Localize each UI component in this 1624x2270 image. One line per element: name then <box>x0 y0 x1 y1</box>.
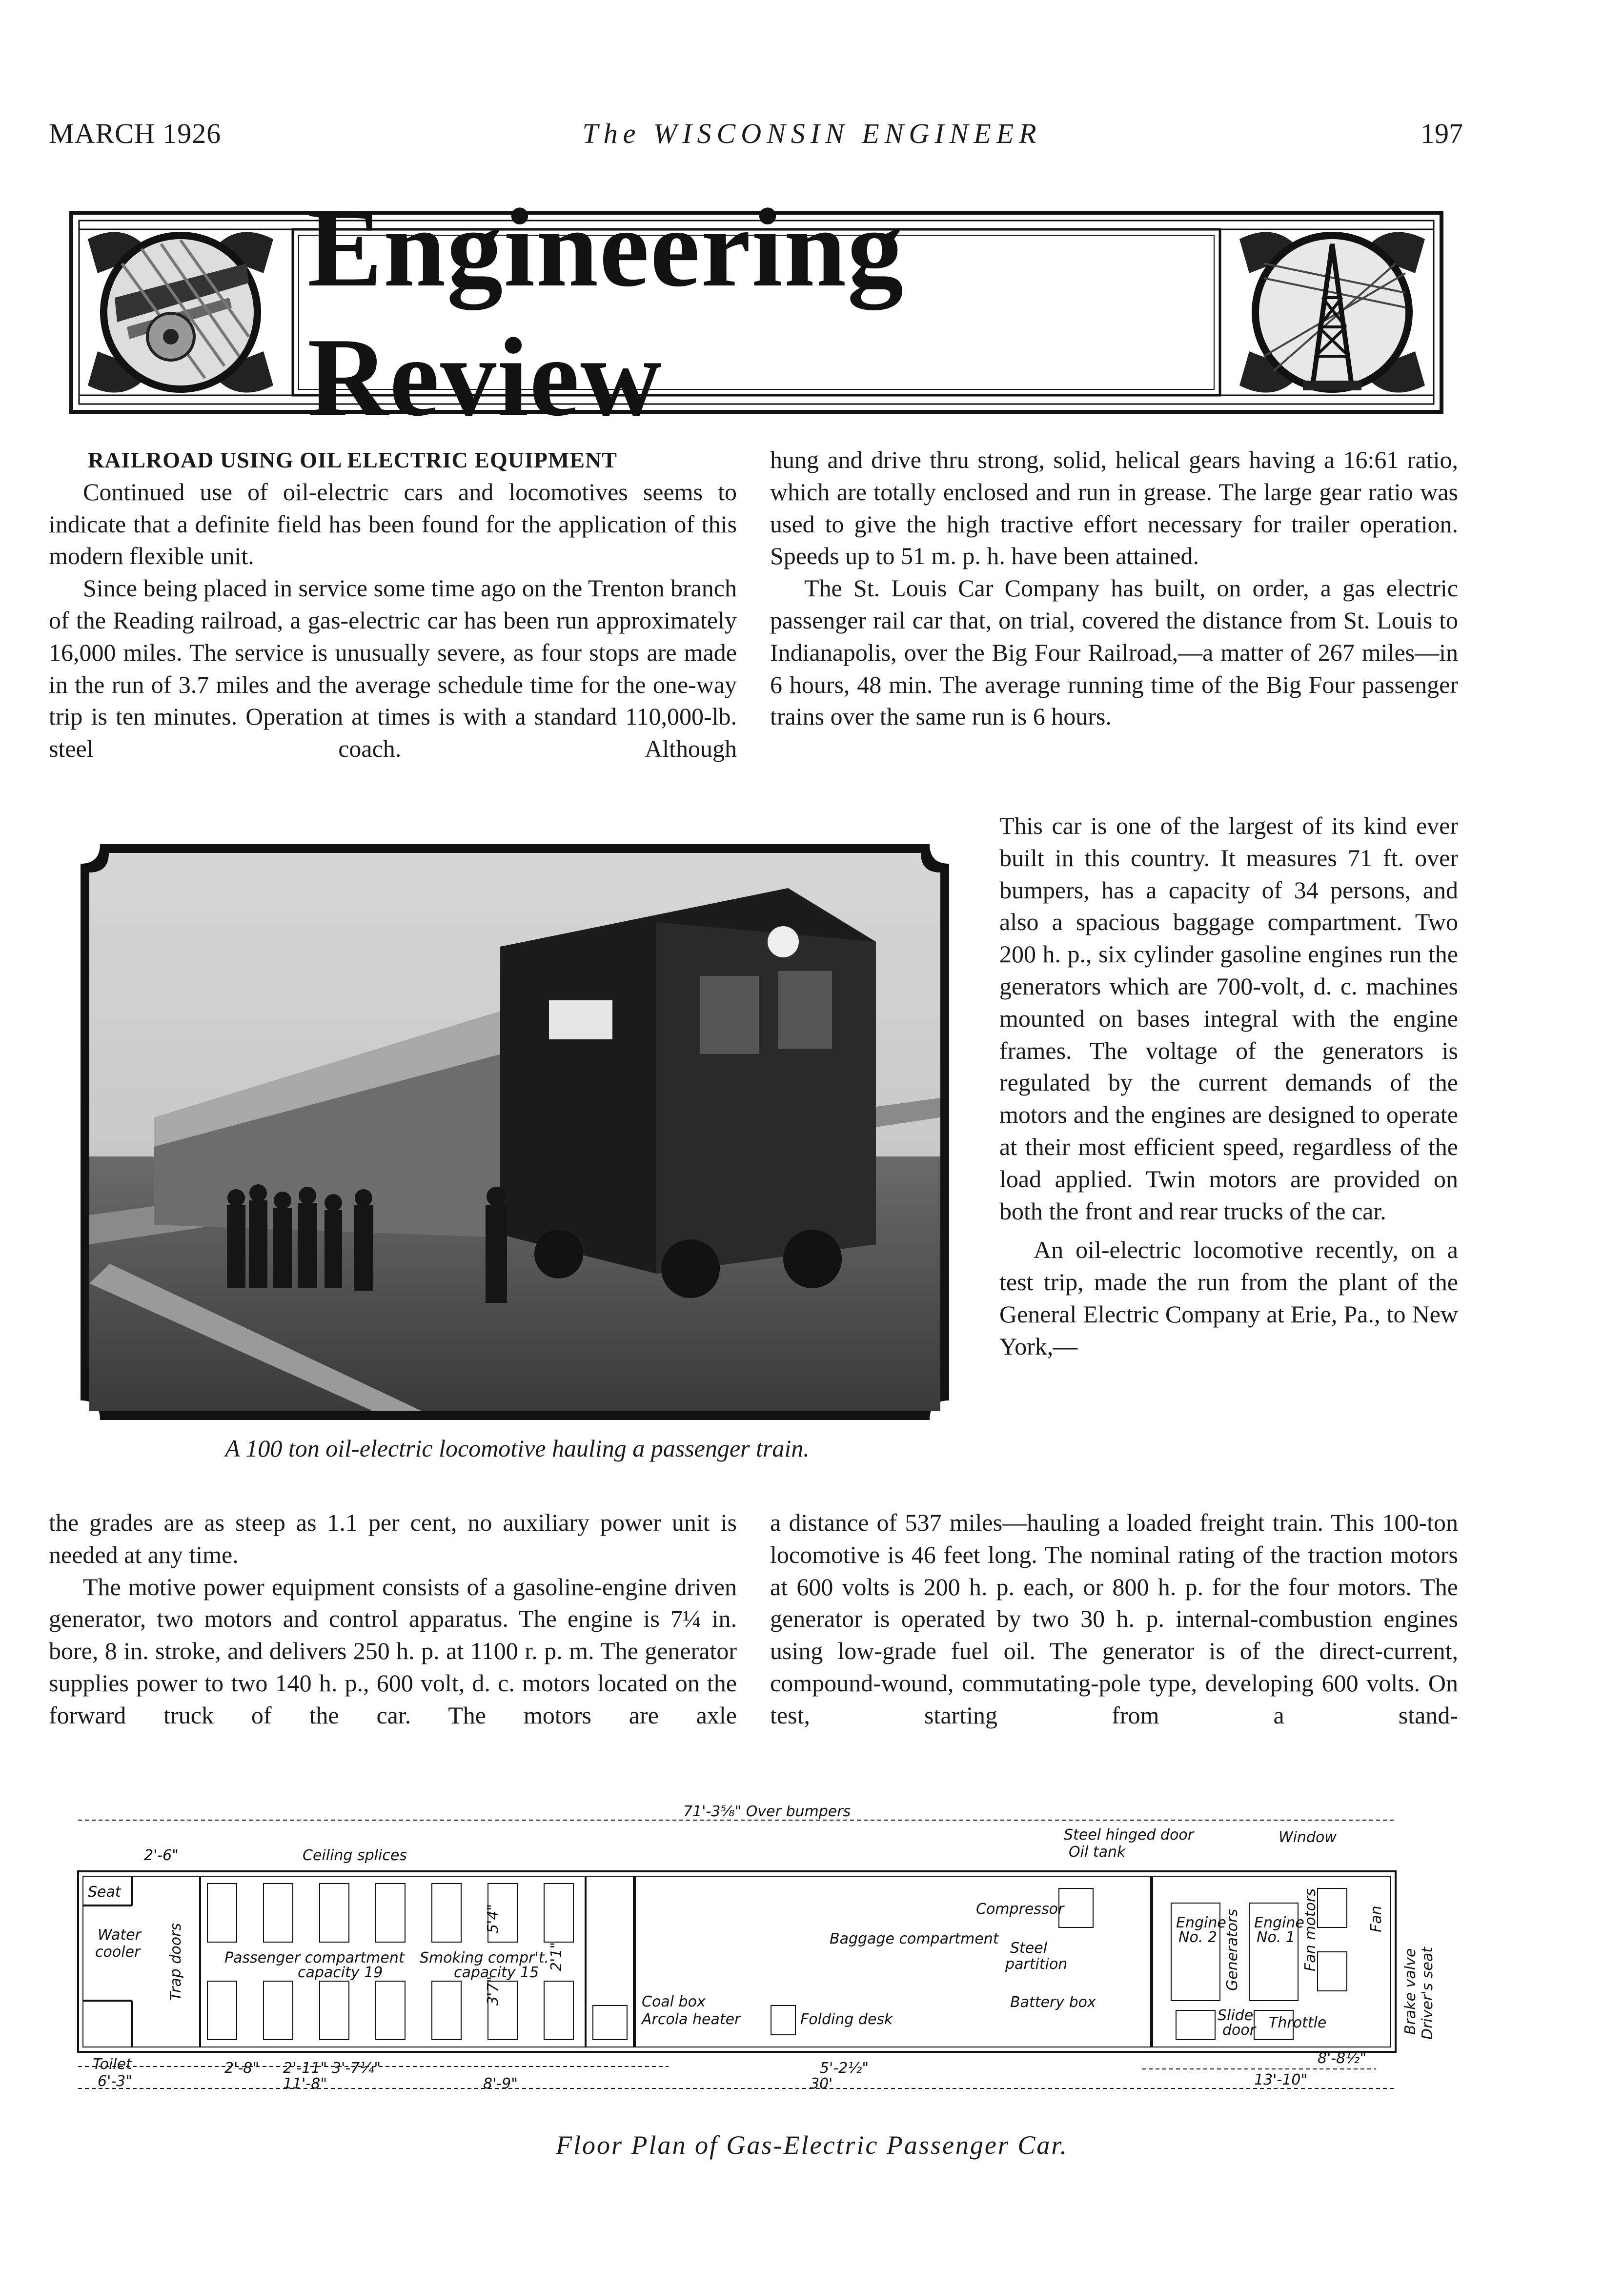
label-engine-1b: No. 1 <box>1257 1929 1295 1946</box>
dim-2-11: 2'-11" <box>283 2060 327 2077</box>
dim-2-6: 2'-6" <box>144 1847 179 1864</box>
dim-8-8: 8'-8½" <box>1318 2050 1367 2067</box>
paragraph: Continued use of oil-electric cars and locomotives seems to indicate that a definite field has been found for the application of this modern flexible unit. <box>49 478 737 570</box>
label-window: Window <box>1279 1829 1337 1846</box>
label-engine-1a: Engine <box>1254 1914 1304 1931</box>
label-folding-desk: Folding desk <box>800 2011 893 2028</box>
label-throttle: Throttle <box>1269 2014 1327 2031</box>
paragraph: Since being placed in service some time ago on the Trenton branch of the Reading railroad, a gas-electric car has been run approximately 16,000 miles. The service is unusually severe, as four stops are made in the run of 3.7 miles and the average schedule time for the one-way trip is ten minutes. Operation at times is with a standard 110,000-lb. steel coach. Although <box>49 574 737 763</box>
paragraph: the grades are as steep as 1.1 per cent, no auxiliary power unit is needed at any time. <box>49 1509 737 1568</box>
floor-plan-caption: Floor Plan of Gas-Electric Passenger Car. <box>556 2130 1068 2160</box>
paragraph: The motive power equipment consists of a gasoline-engine driven generator, two motors and control apparatus. The engine is 7¼ in. bore, 8 in. stroke, and delivers 250 h. p. at 1100 r. p. m. The generator supplies power to two 140 h. p., 600 volt, d. c. motors located on the forward truck of the car. The motors are axle <box>49 1573 737 1729</box>
label-engine-2b: No. 2 <box>1178 1929 1217 1946</box>
label-partition: partition <box>1005 1956 1068 1973</box>
running-head <box>0 117 1624 161</box>
photo-caption: A 100 ton oil-electric locomotive hauling a passenger train. <box>225 1435 810 1462</box>
label-toilet: Toilet <box>93 2056 132 2073</box>
dim-3-7: 3'7" <box>485 1976 502 2006</box>
dim-13-10: 13'-10" <box>1254 2071 1308 2088</box>
label-ceiling-splices: Ceiling splices <box>303 1847 407 1864</box>
label-smoking-1: Smoking compr't. <box>420 1949 549 1966</box>
label-slide: Slide <box>1218 2007 1254 2024</box>
dim-8-9: 8'-9" <box>483 2075 518 2092</box>
left-column-bottom <box>49 1507 737 1732</box>
label-engine-2a: Engine <box>1176 1914 1226 1931</box>
journal-title: The WISCONSIN ENGINEER <box>582 118 1042 149</box>
paragraph: This car is one of the largest of its kind ever built in this country. It measures 71 ft. over bumpers, has a capacity of 34 persons, and also a spacious baggage compartment. Two 200 h. p., six cylinder gasoline engines run the generators which are 700-volt, d. c. machines mounted on bases integral with the engine frames. The voltage of the generators is regulated by the current demands of the motors and the engines are designed to operate at their most efficient speed, regardless of the load applied. Twin motors are provided on both the front and rear trucks of the car. <box>999 812 1458 1225</box>
label-baggage-compartment: Baggage compartment <box>830 1930 999 1947</box>
banner-title: Engineering Review <box>307 185 905 439</box>
label-smoking-2: capacity 15 <box>454 1964 539 1981</box>
paragraph: hung and drive thru strong, solid, helical gears having a 16:61 ratio, which are totally enclosed and run in grease. The large gear ratio was used to give the high tractive effort necessary for trailer operation. Speeds up to 51 m. p. h. have been attained. <box>770 446 1458 570</box>
label-coal-box: Coal box <box>642 1993 706 2010</box>
paragraph: a distance of 537 miles—hauling a loaded freight train. This 100-ton locomotive is 46 feet long. The nominal rating of the traction motors at 600 volts is 200 h. p. each, or 800 h. p. for the four motors. The generator is operated by two 30 h. p. internal-combustion engines using low-grade fuel oil. The generator is of the direct-current, compound-wound, commutating-pole type, developing 600 volts. On test, starting from a stand- <box>770 1509 1458 1729</box>
label-brake-valve: Brake valve <box>1402 1948 1419 2035</box>
label-drivers-seat: Driver's seat <box>1419 1947 1435 2040</box>
label-seat: Seat <box>88 1884 121 1901</box>
label-passenger-2: capacity 19 <box>298 1964 383 1981</box>
label-water: Water <box>98 1926 141 1944</box>
dim-5-4: 5'4" <box>485 1904 502 1933</box>
label-trap-doors: Trap doors <box>167 1923 184 2001</box>
label-fan-motors: Fan motors <box>1302 1888 1319 1971</box>
article-heading: RAILROAD USING OIL ELECTRIC EQUIPMENT <box>88 447 617 472</box>
dim-overall: 71'-3⅝" Over bumpers <box>683 1805 851 1820</box>
dim-6-3: 6'-3" <box>98 2073 133 2090</box>
label-door: door <box>1222 2022 1256 2039</box>
paragraph: An oil-electric locomotive recently, on a test trip, made the run from the plant of the General Electric Company at Erie, Pa., to New York,— <box>999 1236 1458 1360</box>
dim-5-2: 5'-2½" <box>820 2060 869 2077</box>
dim-3-7-1-4: 3'-7¼" <box>332 2060 381 2077</box>
dim-30: 30' <box>810 2075 833 2092</box>
dim-2-8: 2'-8" <box>224 2060 260 2077</box>
label-fan: Fan <box>1368 1905 1385 1932</box>
right-column-top <box>770 444 1458 733</box>
label-battery-box: Battery box <box>1010 1994 1096 2011</box>
label-generators: Generators <box>1224 1909 1241 1991</box>
label-steel: Steel <box>1010 1940 1048 1957</box>
propeller-emblem-icon <box>88 232 273 393</box>
right-column-bottom <box>770 1507 1458 1732</box>
paragraph: The St. Louis Car Company has built, on order, a gas electric passenger rail car that, on trial, covered the distance from St. Louis to Indianapolis, over the Big Four Railroad,—a matter of 267 miles—in 6 hours, 48 min. The average running time of the Big Four passenger trains over the same run is 6 hours. <box>770 574 1458 730</box>
label-compressor: Compressor <box>976 1901 1064 1918</box>
floor-plan-diagram <box>68 1805 1435 2118</box>
issue-date: MARCH 1926 <box>49 118 222 149</box>
right-column-narrow <box>999 810 1458 1363</box>
left-column-top <box>49 444 737 765</box>
label-steel-hinged-door: Steel hinged door <box>1064 1826 1194 1844</box>
dim-2-1: 2'1" <box>548 1942 565 1971</box>
label-passenger-1: Passenger compartment <box>224 1949 405 1966</box>
dim-11-8: 11'-8" <box>283 2075 327 2092</box>
label-cooler: cooler <box>95 1944 141 1961</box>
page-number: 197 <box>1421 118 1463 149</box>
label-oil-tank: Oil tank <box>1069 1844 1126 1861</box>
section-banner <box>68 185 1444 439</box>
locomotive-photo <box>81 844 949 1420</box>
label-arcola-heater: Arcola heater <box>642 2011 741 2028</box>
